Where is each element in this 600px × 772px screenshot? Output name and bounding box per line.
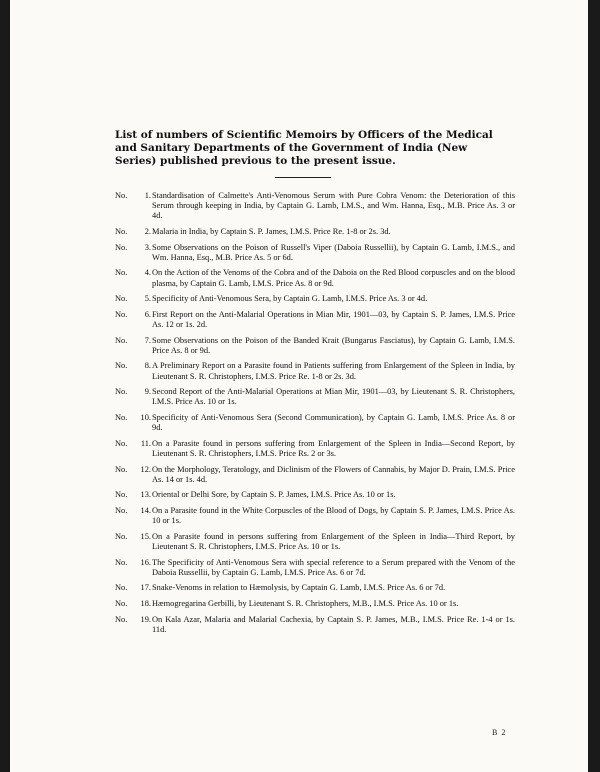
entry-text: Hæmogregarina Gerbilli, by Lieutenant S. R. Christophers, M.B., I.M.S. Price As. 10 or 1s. [152,598,459,608]
entry-no-label: No. [115,309,128,319]
page-signature: B 2 [492,728,507,737]
list-item [115,413,515,433]
entry-text: On a Parasite found in the White Corpuscles of the Blood of Dogs, by Captain S. P. James, I.M.S. Price As. 10 or 1s. [152,505,515,526]
entry-no-label: No. [115,227,128,236]
list-item [115,191,515,222]
entry-no-value: 17. [140,583,151,593]
entry-text: Specificity of Anti-Venomous Sera, by Captain G. Lamb, I.M.S. Price As. 3 or 4d. [152,294,428,304]
list-item [115,506,515,526]
list-heading: List of numbers of Scientific Memoirs by Officers of the Medical and Sanitary Departments of the Government of India (New Series) published previous to the present issue. [115,129,493,167]
entry-text: First Report on the Anti-Malarial Operations in Mian Mir, 1901—03, by Captain S. P. James, I.M.S. Price As. 12 or 1s. 2d. [152,309,515,329]
entry-no-label: No. [115,531,128,541]
list-item [115,558,515,578]
entry-no-value: 12. [140,464,151,474]
entry-text: Specificity of Anti-Venomous Sera (Second Communication), by Captain G. Lamb, I.M.S. Price As. 8 or 9d. [152,412,515,433]
entry-no-label: No. [115,598,128,608]
entry-text: Some Observations on the Poison of the Banded Krait (Bungarus Fasciatus), by Captain G. Lamb, I.M.S. Price As. 8 or 9d. [152,335,515,355]
entry-no-label: No. [115,583,128,593]
entry-no-value: 11. [140,438,151,448]
list-item [115,361,515,381]
list-item [115,268,515,288]
entry-no-value: 19. [140,614,151,624]
entry-no-label: No. [115,614,128,624]
entry-text: Standardisation of Calmette's Anti-Venomous Serum with Pure Cobra Venom: the Deterioration of this Serum through keeping in India, by Captain G. Lamb, I.M.S., and Wm. Hanna, Esq., M.B. Price As. 3 or 4d. [152,191,515,221]
entry-no-value: 16. [140,557,151,567]
memoir-list [115,191,515,640]
entry-no-label: No. [115,387,128,397]
entry-no-label: No. [115,361,128,371]
entry-text: On a Parasite found in persons suffering from Enlargement of the Spleen in India—Third Report, by Lieutenant S. R. Christophers, I.M.S. Price As. 10 or 1s. [152,531,515,551]
entry-no-label: No. [115,294,128,304]
entry-no-value: 5. [144,294,151,304]
entry-text: Snake-Venoms in relation to Hæmolysis, by Captain G. Lamb, I.M.S. Price As. 6 or 7d. [152,583,446,593]
entry-text: A Preliminary Report on a Parasite found in Patients suffering from Enlargement of the Spleen in India, by Lieutenant S. R. Christophers, I.M.S. Price Re. 1-8 or 2s. 3d. [152,361,515,381]
entry-no-label: No. [115,412,128,422]
entry-no-value: 8. [144,361,151,371]
list-item [115,583,515,593]
entry-no-value: 18. [140,598,151,608]
entry-text: The Specificity of Anti-Venomous Sera with special reference to a Serum prepared with the Venom of the Daboia Russellii, by Captain G. Lamb, I.M.S. Price As. 6 or 7d. [152,557,515,577]
entry-no-value: 6. [144,309,151,319]
entry-text: Some Observations on the Poison of Russell's Viper (Daboia Russellii), by Captain G. Lamb, I.M.S., and Wm. Hanna, Esq., M.B. Price As. 5 or 6d. [152,242,515,262]
list-item [115,439,515,459]
entry-no-label: No. [115,242,128,252]
entry-no-value: 10. [140,412,151,422]
list-item [115,227,515,237]
entry-no-value: 1. [144,191,151,200]
entry-no-label: No. [115,438,128,448]
entry-no-value: 14. [140,505,151,515]
list-item [115,532,515,552]
entry-no-label: No. [115,268,128,278]
list-item [115,615,515,635]
entry-no-value: 7. [144,335,151,345]
entry-no-value: 9. [144,387,151,397]
list-item [115,336,515,356]
entry-no-value: 15. [140,531,151,541]
list-item [115,294,515,304]
entry-no-label: No. [115,557,128,567]
entry-text: On the Action of the Venoms of the Cobra and of the Daboia on the Red Blood corpuscles and on the blood plasma, by Captain G. Lamb, I.M.S. Price As. 8 or 9d. [152,268,515,288]
entry-no-value: 13. [140,490,151,500]
entry-no-label: No. [115,335,128,345]
entry-no-label: No. [115,490,128,500]
list-item [115,465,515,485]
entry-text: Malaria in India, by Captain S. P. James, I.M.S. Price Re. 1-8 or 2s. 3d. [152,227,391,236]
heading-divider [275,177,331,178]
entry-text: Oriental or Delhi Sore, by Captain S. P. James, I.M.S. Price As. 10 or 1s. [152,490,396,500]
entry-no-label: No. [115,464,128,474]
entry-no-value: 2. [144,227,151,236]
list-item [115,490,515,500]
entry-no-value: 3. [144,242,151,252]
entry-text: On the Morphology, Teratology, and Diclinism of the Flowers of Cannabis, by Major D. Prain, I.M.S. Price As. 14 or 1s. 4d. [152,464,515,484]
document-page [10,0,588,772]
list-item [115,310,515,330]
list-item [115,387,515,407]
list-item [115,599,515,609]
entry-text: On Kala Azar, Malaria and Malarial Cachexia, by Captain S. P. James, M.B., I.M.S. Price Re. 1-4 or 1s. 11d. [152,614,515,634]
entry-no-value: 4. [144,268,151,278]
entry-text: Second Report of the Anti-Malarial Operations at Mian Mir, 1901—03, by Lieutenant S. R. Christophers, I.M.S. Price As. 10 or 1s. [152,387,515,407]
entry-no-label: No. [115,505,128,515]
list-item [115,243,515,263]
entry-no-label: No. [115,191,128,200]
entry-text: On a Parasite found in persons suffering from Enlargement of the Spleen in India—Second Report, by Lieutenant S. R. Christophers, I.M.S. Price Rs. 2 or 3s. [152,438,515,458]
